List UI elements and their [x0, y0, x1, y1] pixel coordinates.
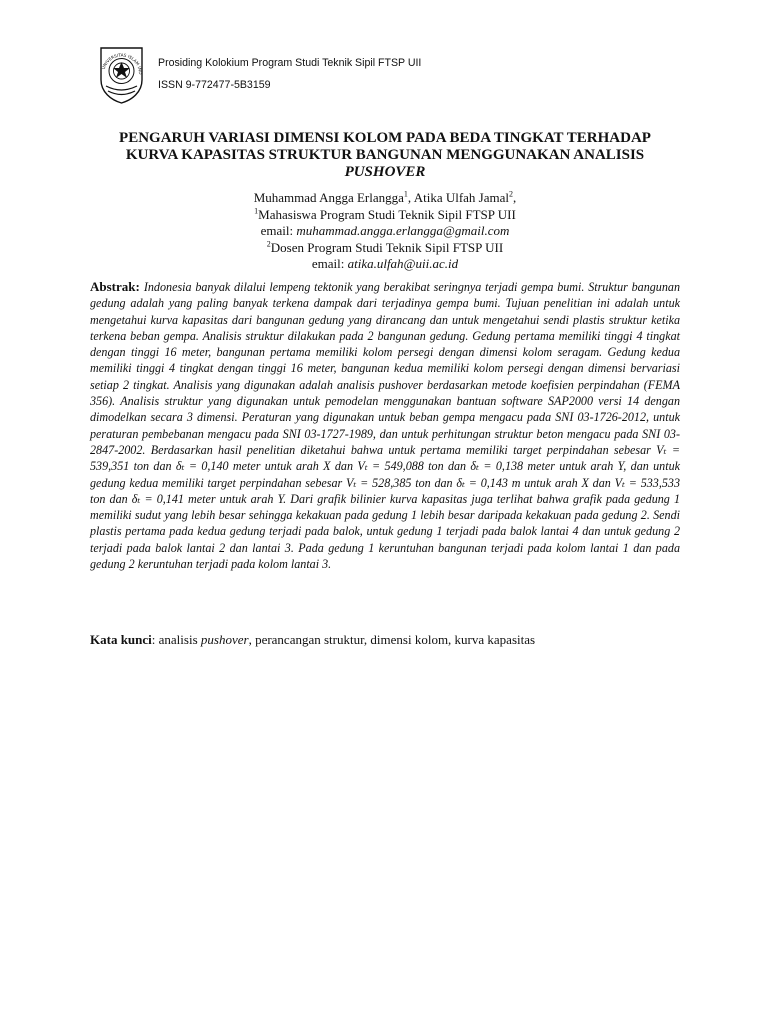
email-1-link[interactable]: muhammad.angga.erlangga@gmail.com: [296, 223, 510, 238]
author-block: [90, 190, 680, 273]
keyword-1-italic: pushover: [200, 632, 249, 647]
title-line-1: PENGARUH VARIASI DIMENSI KOLOM PADA BEDA TINGKAT TERHADAP: [119, 130, 651, 146]
university-seal-icon: [98, 44, 145, 104]
abstract-label: Abstrak: [90, 279, 136, 294]
author-2: Atika Ulfah Jamal: [413, 190, 510, 205]
author-separator: ,: [407, 190, 414, 205]
abstract-colon: :: [135, 279, 144, 294]
author-names: [90, 190, 680, 207]
issn-number: ISSN 9-772477-5B3159: [158, 79, 271, 91]
keyword-1-prefix: analisis: [158, 632, 201, 647]
title-line-2: KURVA KAPASITAS STRUKTUR BANGUNAN MENGGUNAKAN ANALISIS: [125, 147, 645, 163]
header-text: [158, 52, 421, 96]
keywords-rest: , perancangan struktur, dimensi kolom, kurva kapasitas: [248, 632, 536, 647]
email-2-link[interactable]: atika.ulfah@uii.ac.id: [347, 256, 459, 271]
affiliation-2: [90, 240, 680, 257]
abstract-text: Indonesia banyak dilalui lempeng tektonik yang berakibat seringnya terjadi gempa bumi. Struktur bangunan gedung adalah yang paling banyak terkena dampak dari terjadinya gempa bumi. Tujuan penelitian ini adalah untuk mengetahui kurva kapasitas dari bangunan gedung yang dirancang dan untuk mengetahui sendi plastis struktur ketika terkena beban gempa. Analisis struktur dilakukan pada 2 bangunan gedung. Gedung pertama memiliki tinggi 4 tingkat dengan tinggi 16 meter, bangunan pertama memiliki kolom persegi dengan dimensi kolom seragam. Gedung kedua memiliki tinggi 4 tingkat dengan tinggi 16 meter, bangunan kedua memiliki kolom persegi dengan dimensi bervariasi setiap 2 tingkat. Analisis yang digunakan adalah analisis pushover berdasarkan metode koefisien perpindahan (FEMA 356). Analisis struktur yang digunakan untuk pemodelan menggunakan bantuan software SAP2000 versi 14 dengan dimodelkan secara 3 dimensi. Peraturan yang digunakan untuk beban gempa mengacu pada SNI 03-1726-2012, untuk peraturan pembebanan mengacu pada SNI 03-1727-1989, dan untuk perhitungan struktur beton mengacu pada SNI 03-2847-2002. Berdasarkan hasil penelitian diketahui bahwa untuk pertama memiliki target perpindahan sebesar Vₜ = 539,351 ton dan δₜ = 0,140 meter untuk arah X dan Vₜ = 549,088 ton dan δₜ = 0,138 meter untuk arah Y, dan untuk gedung kedua memiliki target perpindahan sebesar Vₜ = 528,385 ton dan δₜ = 0,143 m untuk arah X dan Vₜ = 533,533 ton dan δₜ = 0,141 meter untuk arah Y. Dari grafik bilinier kurva kapasitas juga terlihat bahwa grafik pada gedung 1 memiliki sudut yang lebih besar sehingga kekakuan pada gedung 1 lebih besar daripada kekakuan pada gedung 2. Sendi plastis pertama pada kedua gedung terjadi pada balok, untuk gedung 1 terjadi pada balok lantai 4 dan untuk gedung 2 terjadi pada balok lantai 2 dan lantai 3. Pada gedung 1 keruntuhan bangunan terjadi pada kolom lantai 1 dan pada gedung 2 keruntuhan terjadi pada kolom lantai 3.: [90, 280, 680, 572]
author-1-sup: 1: [403, 189, 408, 199]
affiliation-1: [90, 207, 680, 224]
email-1-line: [90, 223, 680, 240]
email-2-line: [90, 256, 680, 273]
author-2-sup: 2: [509, 189, 514, 199]
paper-title: [90, 130, 680, 181]
keywords: [90, 632, 680, 648]
affiliation-2-text: Dosen Program Studi Teknik Sipil FTSP UII: [270, 239, 504, 255]
keywords-colon: :: [151, 632, 159, 647]
affiliation-1-text: Mahasiswa Program Studi Teknik Sipil FTSP UII: [258, 206, 516, 222]
page-header: [98, 44, 718, 106]
title-line-3: PUSHOVER: [344, 164, 426, 180]
logo-lettering: UNIVERSITAS ISLAM IND: [100, 52, 144, 75]
email-2-label: email:: [311, 256, 348, 271]
email-1-label: email:: [260, 223, 297, 238]
author-1: Muhammad Angga Erlangga: [253, 190, 404, 205]
proceedings-title: Prosiding Kolokium Program Studi Teknik Sipil FTSP UII: [158, 57, 422, 69]
author-trailing: ,: [513, 190, 517, 205]
abstract: [90, 279, 680, 572]
affiliation-2-sup: 2: [266, 239, 271, 249]
affiliation-1-sup: 1: [254, 206, 259, 216]
keywords-label: Kata kunci: [90, 632, 152, 647]
